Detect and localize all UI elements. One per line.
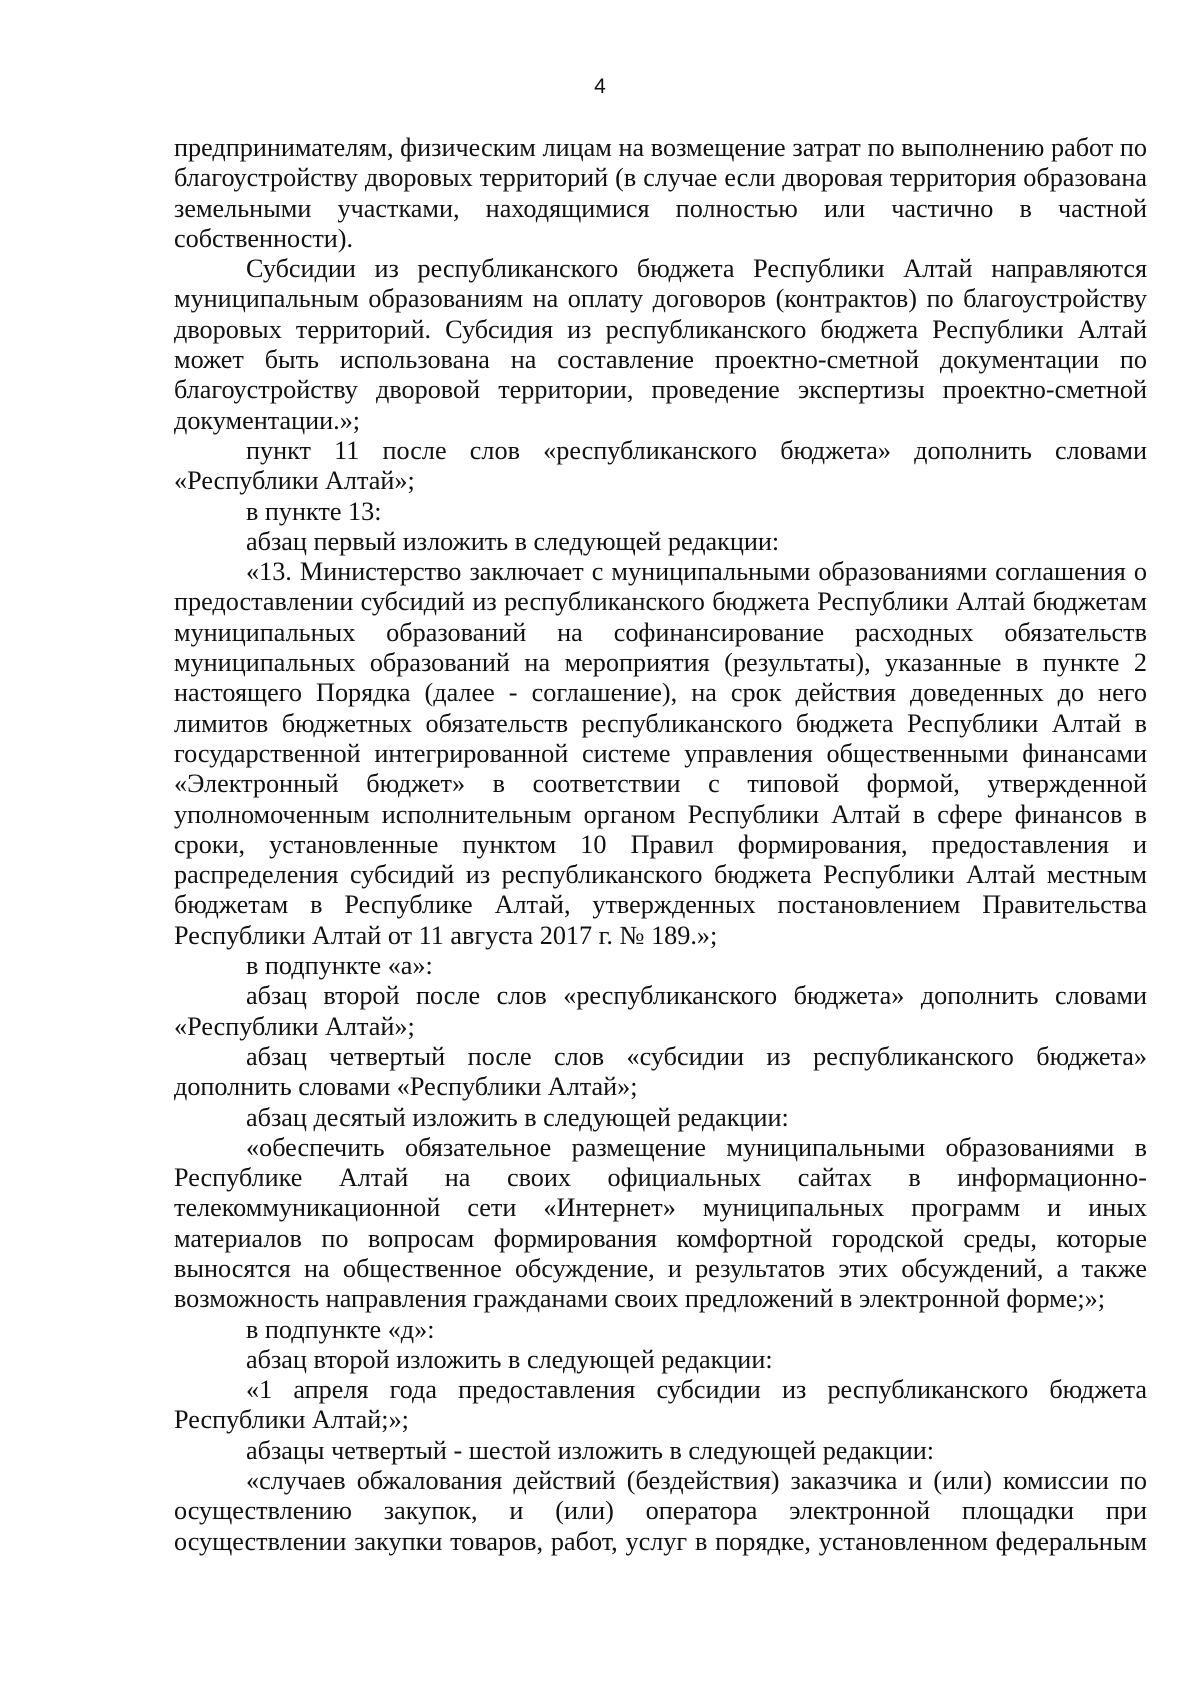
page-number: 4 bbox=[594, 75, 606, 98]
document-paragraph: абзац первый изложить в следующей редакции: bbox=[246, 526, 780, 556]
document-paragraph: в пункте 13: bbox=[246, 496, 382, 526]
document-paragraph: предпринимателям, физическим лицам на возмещение затрат по выполнению работ по благоустройству дворовых территорий (в случае если дворовая территория образована земельными участками, находящимися полностью или частично в частной собственности). bbox=[174, 133, 1147, 253]
document-paragraph: «13. Министерство заключает с муниципальными образованиями соглашения о предоставлении субсидий из республиканского бюджета Республики Алтай бюджетам муниципальных образований на софинансирование расходных обязательств муниципальных образований на мероприятия (результаты), указанные в пункте 2 настоящего Порядка (далее - соглашение), на срок действия доведенных до него лимитов бюджетных обязательств республиканского бюджета Республики Алтай в государственной интегрированной системе управления общественными финансами «Электронный бюджет» в соответствии с типовой формой, утвержденной уполномоченным исполнительным органом Республики Алтай в сфере финансов в сроки, установленные пунктом 10 Правил формирования, предоставления и распределения субсидий из республиканского бюджета Республики Алтай местным бюджетам в Республике Алтай, утвержденных постановлением Правительства Республики Алтай от 11 августа 2017 г. № 189.»; bbox=[174, 557, 1147, 950]
document-paragraph: абзац второй после слов «республиканского бюджета» дополнить словами «Республики Алтай»; bbox=[174, 981, 1147, 1041]
document-paragraph: пункт 11 после слов «республиканского бюджета» дополнить словами «Республики Алтай»; bbox=[174, 435, 1147, 496]
document-paragraph: «1 апреля года предоставления субсидии из республиканского бюджета Республики Алтай;»; bbox=[174, 1375, 1147, 1435]
document-paragraph: абзац второй изложить в следующей редакции: bbox=[246, 1344, 773, 1374]
document-paragraph: в подпункте «д»: bbox=[246, 1314, 435, 1344]
document-body bbox=[174, 133, 1147, 1557]
document-paragraph: Субсидии из республиканского бюджета Республики Алтай направляются муниципальным образованиям на оплату договоров (контрактов) по благоустройству дворовых территорий. Субсидия из республиканского бюджета Республики Алтай может быть использована на составление проектно-сметной документации по благоустройству дворовой территории, проведение экспертизы проектно-сметной документации.»; bbox=[174, 254, 1147, 435]
document-paragraph: в подпункте «а»: bbox=[246, 951, 433, 981]
document-paragraph: абзацы четвертый - шестой изложить в следующей редакции: bbox=[246, 1435, 935, 1465]
document-paragraph: абзац четвертый после слов «субсидии из республиканского бюджета» дополнить словами «Республики Алтай»; bbox=[174, 1041, 1147, 1102]
document-paragraph: абзац десятый изложить в следующей редакции: bbox=[246, 1102, 789, 1132]
document-paragraph: «случаев обжалования действий (бездействия) заказчика и (или) комиссии по осуществлению закупок, и (или) оператора электронной площадки при осуществлении закупки товаров, работ, услуг в порядке, установленном федеральным bbox=[174, 1466, 1147, 1556]
document-paragraph: «обеспечить обязательное размещение муниципальными образованиями в Республике Алтай на своих официальных сайтах в информационно-телекоммуникационной сети «Интернет» муниципальных программ и иных материалов по вопросам формирования комфортной городской среды, которые выносятся на общественное обсуждение, и результатов этих обсуждений, а также возможность направления гражданами своих предложений в электронной форме;»; bbox=[174, 1132, 1147, 1314]
